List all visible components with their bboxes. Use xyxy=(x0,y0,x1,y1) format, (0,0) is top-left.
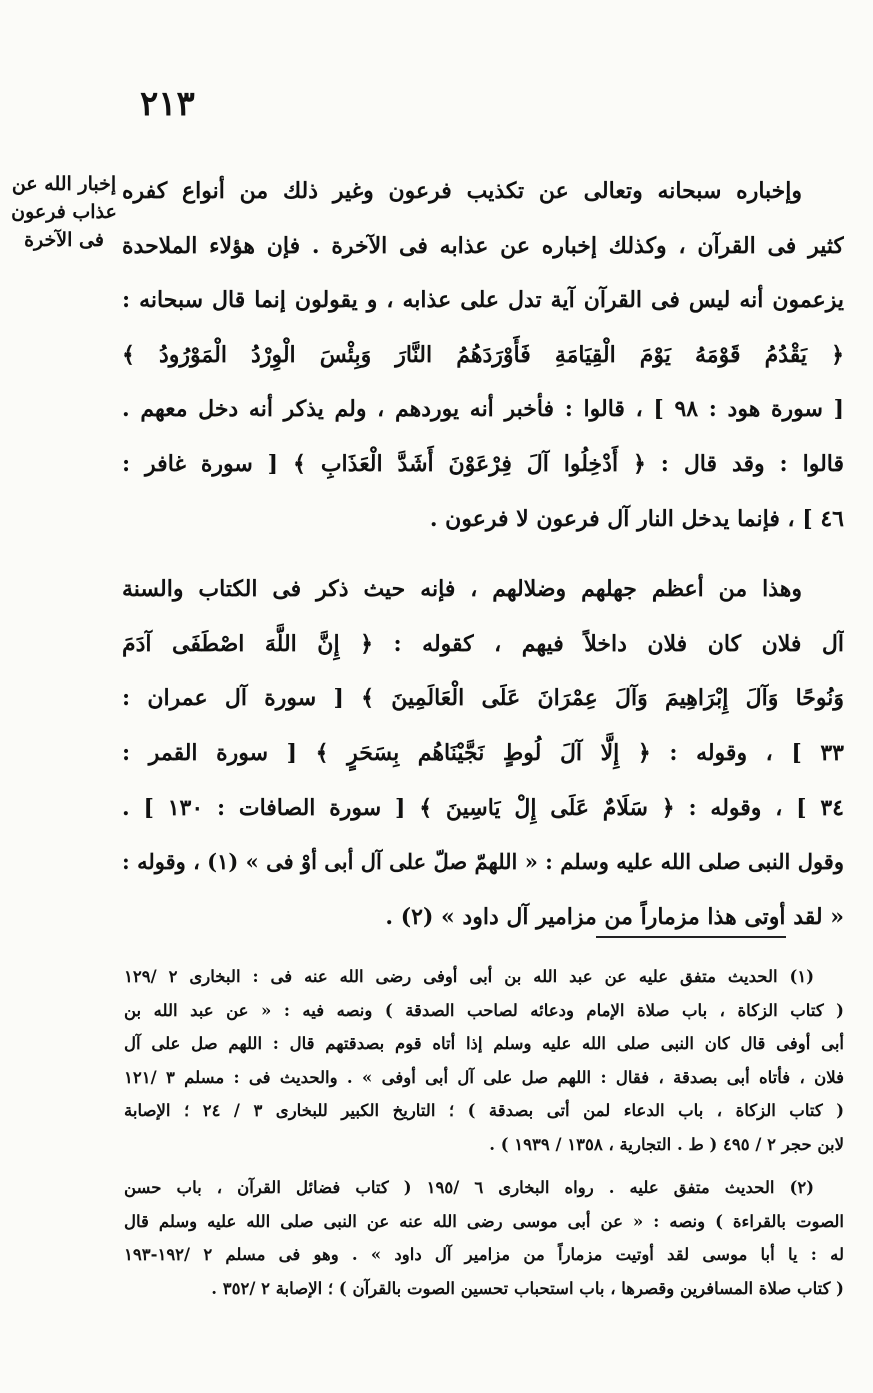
footnote-line: ( كتاب صلاة المسافرين وقصرها ، باب استحباب تحسين الصوت بالقرآن ) ؛ الإصابة ٢ /٣٥٢ . xyxy=(211,1278,844,1298)
text-line: « لقد أوتى هذا مزماراً من مزامير آل داود » (٢) . xyxy=(385,903,844,930)
margin-note-line: فى الآخرة xyxy=(24,229,104,251)
footnote-divider xyxy=(596,936,786,938)
text-line: آل فلان كان فلان داخلاً فيهم ، كقوله : ﴿ إِنَّ اللَّهَ اصْطَفَى آدَمَ xyxy=(122,630,844,657)
footnote-line: ( كتاب الزكاة ، باب صلاة الإمام ودعائه لصاحب الصدقة ) ونصه فيه : « عن عبد الله بن xyxy=(124,1000,844,1020)
page-number: ٢١٣ xyxy=(140,84,195,124)
text-line: كثير فى القرآن ، وكذلك إخباره عن عذابه فى الآخرة . فإن هؤلاء الملاحدة xyxy=(122,232,844,259)
text-line: وإخباره سبحانه وتعالى عن تكذيب فرعون وغير ذلك من أنواع كفره xyxy=(122,178,802,204)
margin-note xyxy=(8,170,120,254)
footnote-line: (١) الحديث متفق عليه عن عبد الله بن أبى أوفى رضى الله عنه فى : البخارى ٢ /١٢٩ xyxy=(124,967,814,986)
quran-verse-line: ﴿ يَقْدُمُ قَوْمَهُ يَوْمَ الْقِيَامَةِ فَأَوْرَدَهُمُ النَّارَ وَبِئْسَ الْوِرْدُ الْمَوْرُودُ ﴾ xyxy=(122,341,844,368)
text-line: ٤٦ ] ، فإنما يدخل النار آل فرعون لا فرعون . xyxy=(429,505,844,532)
margin-note-line: إخبار الله عن xyxy=(11,173,117,195)
footnote-line: ( كتاب الزكاة ، باب الدعاء لمن أتى بصدقة ) ؛ التاريخ الكبير للبخارى ٣ / ٢٤ ؛ الإصابة xyxy=(124,1101,844,1120)
footnote-line: له : يا أبا موسى لقد أوتيت مزماراً من مزامير آل داود » . وهو فى مسلم ٢ /١٩٢-١٩٣ xyxy=(124,1245,844,1264)
text-line: ٣٤ ] ، وقوله : ﴿ سَلَامٌ عَلَى إِلْ يَاسِينَ ﴾ [ سورة الصافات : ١٣٠ ] . xyxy=(122,794,844,821)
quran-verse-line: وَنُوحًا وَآلَ إِبْرَاهِيمَ وَآلَ عِمْرَانَ عَلَى الْعَالَمِينَ ﴾ [ سورة آل عمران : xyxy=(122,685,844,712)
text-line: ٣٣ ] ، وقوله : ﴿ إِلَّا آلَ لُوطٍ نَجَّيْنَاهُم بِسَحَرٍ ﴾ [ سورة القمر : xyxy=(122,739,844,766)
margin-note-line: عذاب فرعون xyxy=(11,201,117,223)
footnote-line: (٢) الحديث متفق عليه . رواه البخارى ٦ /١٩٥ ( كتاب فضائل القرآن ، باب حسن xyxy=(124,1178,814,1197)
text-line: يزعمون أنه ليس فى القرآن آية تدل على عذابه ، و يقولون إنما قال سبحانه : xyxy=(122,287,844,314)
text-line: وهذا من أعظم جهلهم وضلالهم ، فإنه حيث ذكر فى الكتاب والسنة xyxy=(122,576,802,603)
text-line: قالوا : وقد قال : ﴿ أَدْخِلُوا آلَ فِرْعَوْنَ أَشَدَّ الْعَذَابِ ﴾ [ سورة غافر : xyxy=(122,450,844,477)
text-line: [ سورة هود : ٩٨ ] ، قالوا : فأخبر أنه يوردهم ، ولم يذكر أنه دخل معهم . xyxy=(122,396,844,423)
main-text xyxy=(122,164,844,944)
footnote-2 xyxy=(124,1171,844,1305)
footnote-1 xyxy=(124,960,844,1161)
footnotes xyxy=(124,960,844,1305)
footnote-line: الصوت بالقراءة ) ونصه : « عن أبى موسى رضى الله عنه عن النبى صلى الله عليه وسلم قال xyxy=(124,1211,844,1231)
footnote-line: أبى أوفى قال كان النبى صلى الله عليه وسلم إذا أتاه قوم بصدقتهم قال : اللهم صل على آل xyxy=(124,1034,844,1053)
footnote-line: فلان ، فأتاه أبى بصدقة ، فقال : اللهم صل على آل أبى أوفى » . والحديث فى : مسلم ٣ /١٢١ xyxy=(124,1067,844,1087)
footnote-line: لابن حجر ٢ / ٤٩٥ ( ط . التجارية ، ١٣٥٨ / ١٩٣٩ ) . xyxy=(489,1134,844,1154)
text-line: وقول النبى صلى الله عليه وسلم : « اللهمّ صلّ على آل أبى أوْ فى » (١) ، وقوله : xyxy=(122,849,844,875)
